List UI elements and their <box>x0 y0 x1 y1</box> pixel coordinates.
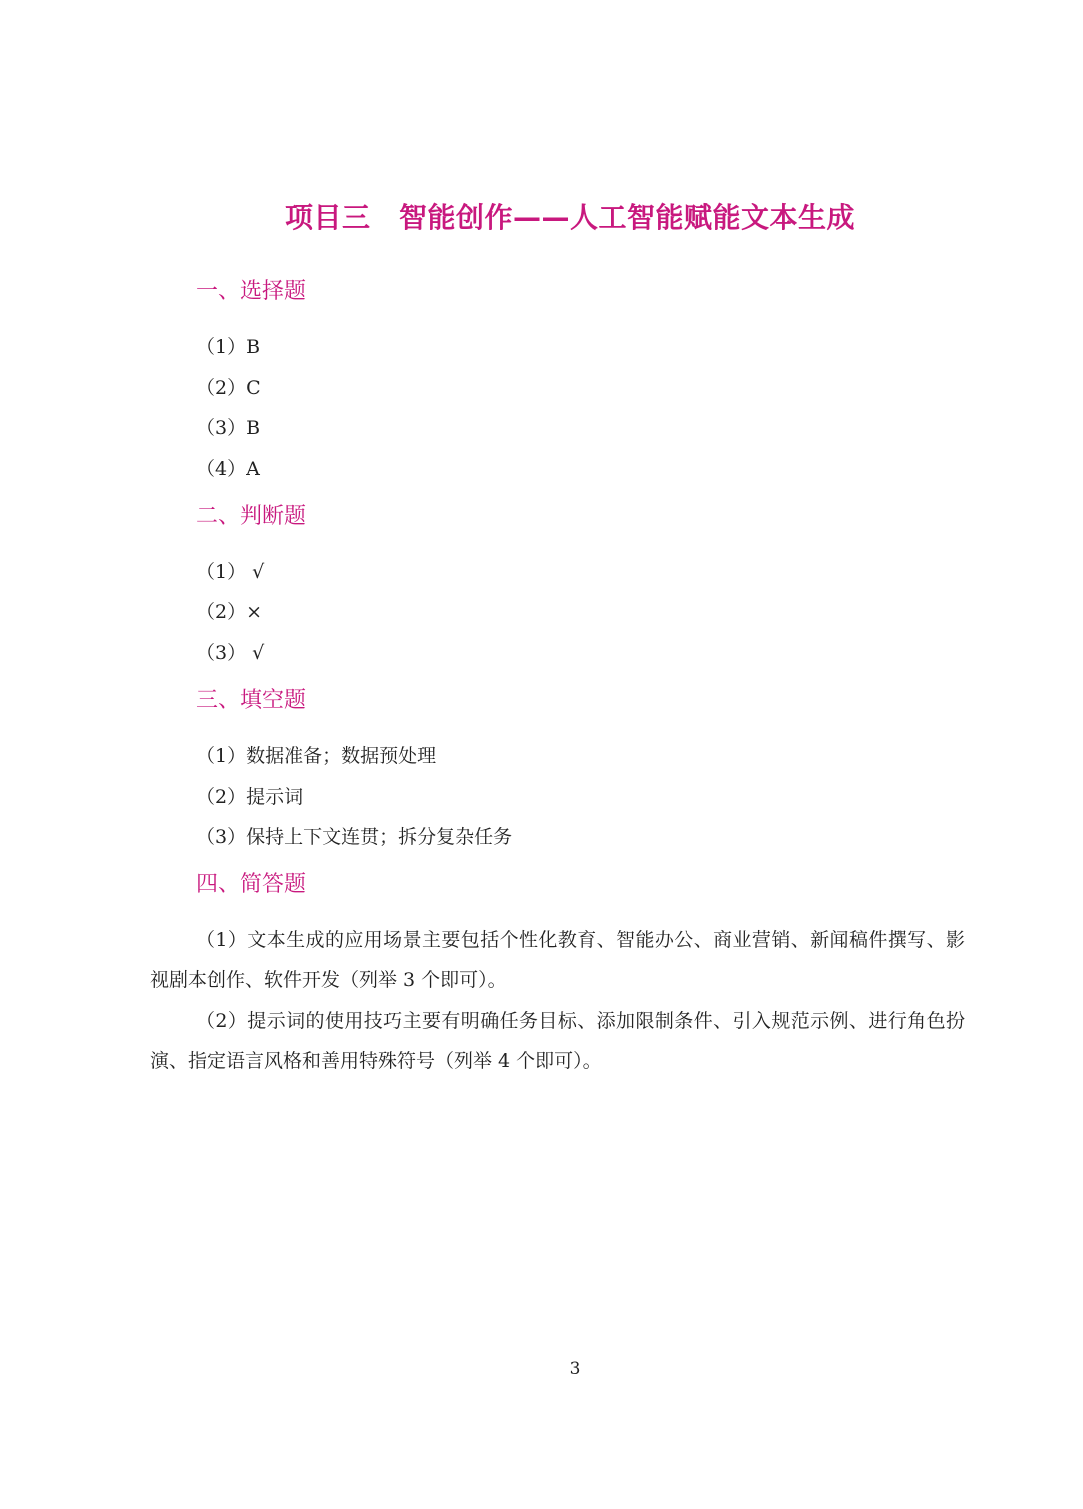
judgment-answer-3: （3） √ <box>196 642 265 664</box>
section-heading-choice: 一、选择题 <box>196 279 307 304</box>
fill-blank-answer-3: （3）保持上下文连贯；拆分复杂任务 <box>196 826 513 848</box>
judgment-answer-2: （2）× <box>196 601 263 623</box>
judgment-answer-1: （1） √ <box>196 561 265 583</box>
choice-answer-3: （3）B <box>196 417 261 439</box>
page-title: 项目三 智能创作——人工智能赋能文本生成 <box>284 201 855 234</box>
short-answer-paragraph-2: （2）提示词的使用技巧主要有明确任务目标、添加限制条件、引入规范示例、进行角色扮演、指定语言风格和善用特殊符号（列举 4 个即可）。 <box>150 1010 965 1072</box>
page-number: 3 <box>569 1359 581 1379</box>
section-heading-judgment: 二、判断题 <box>196 504 307 529</box>
choice-answer-1: （1）B <box>196 336 261 358</box>
fill-blank-answer-1: （1）数据准备；数据预处理 <box>196 745 437 767</box>
fill-blank-answer-2: （2）提示词 <box>196 786 304 808</box>
section-heading-fill-blank: 三、填空题 <box>196 688 307 713</box>
short-answer-paragraph-1: （1）文本生成的应用场景主要包括个性化教育、智能办公、商业营销、新闻稿件撰写、影视剧本创作、软件开发（列举 3 个即可）。 <box>150 929 965 991</box>
choice-answer-4: （4）A <box>196 458 260 480</box>
choice-answer-2: （2）C <box>196 377 261 399</box>
section-heading-short-answer: 四、简答题 <box>196 872 307 897</box>
